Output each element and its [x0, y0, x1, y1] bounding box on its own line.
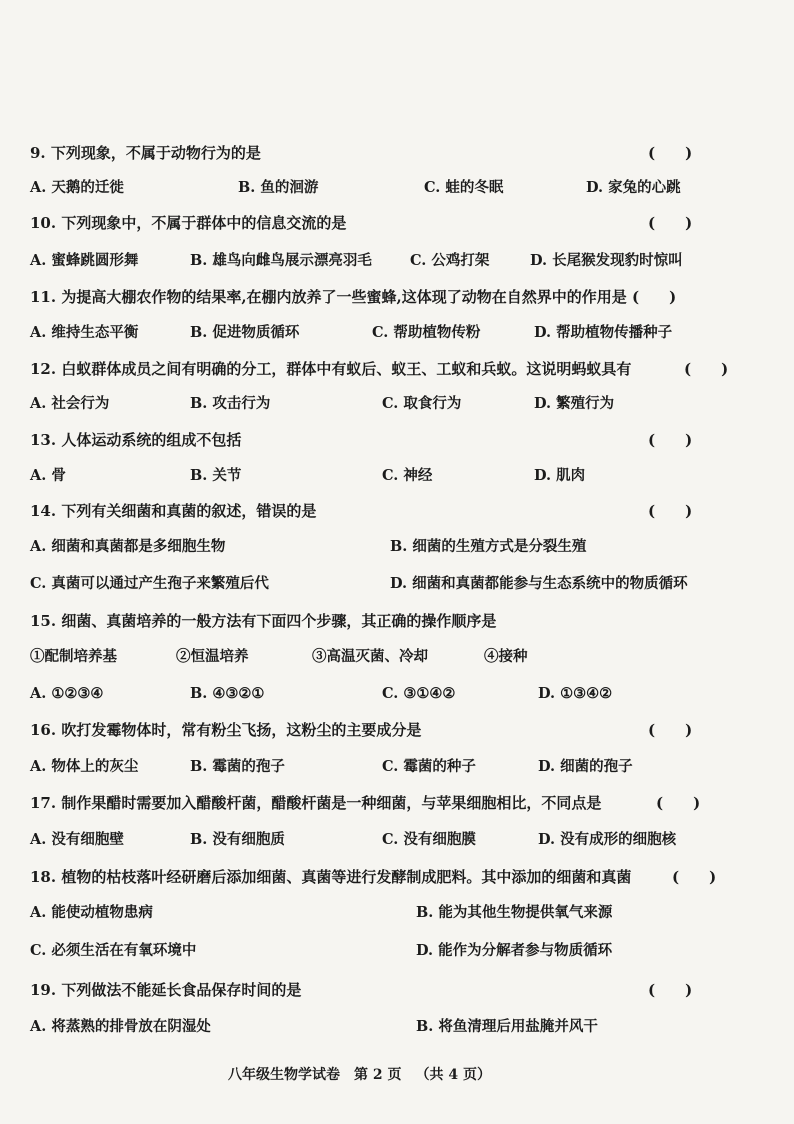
option-b: B. 霉菌的孢子 — [190, 758, 285, 775]
option-b: B. 能为其他生物提供氧气来源 — [416, 904, 613, 921]
answer-paren: ( ) — [684, 360, 729, 378]
question-stem: 14. 下列有关细菌和真菌的叙述，错误的是 — [30, 502, 317, 520]
option-d: D. 没有成形的细胞核 — [538, 831, 677, 848]
step-4: ④接种 — [484, 648, 528, 665]
option-c: C. 没有细胞膜 — [382, 831, 476, 848]
question-stem: 13. 人体运动系统的组成不包括 — [30, 431, 242, 449]
option-d: D. 繁殖行为 — [534, 395, 615, 412]
footer-label: 八年级生物学试卷 — [228, 1067, 340, 1083]
option-b: B. 雄鸟向雌鸟展示漂亮羽毛 — [190, 252, 372, 269]
option-a: A. 将蒸熟的排骨放在阴湿处 — [30, 1018, 211, 1035]
question-stem: 10. 下列现象中，不属于群体中的信息交流的是 — [30, 214, 347, 232]
question-stem: 11. 为提高大棚农作物的结果率,在棚内放养了一些蜜蜂,这体现了动物在自然界中的作用是 — [30, 288, 627, 306]
option-a: A. 没有细胞壁 — [30, 831, 124, 848]
footer-page: 第 2 页 — [354, 1067, 402, 1083]
answer-paren: ( ) — [632, 288, 677, 306]
option-c: C. 必须生活在有氧环境中 — [30, 942, 197, 959]
answer-paren: ( ) — [648, 144, 693, 162]
option-b: B. 没有细胞质 — [190, 831, 285, 848]
option-d: D. 细菌和真菌都能参与生态系统中的物质循环 — [390, 575, 688, 592]
answer-paren: ( ) — [656, 794, 701, 812]
option-c: C. 取食行为 — [382, 395, 462, 412]
step-3: ③高温灭菌、冷却 — [312, 648, 428, 665]
answer-paren: ( ) — [648, 502, 693, 520]
question-stem: 16. 吹打发霉物体时，常有粉尘飞扬，这粉尘的主要成分是 — [30, 721, 422, 739]
question-stem: 18. 植物的枯枝落叶经研磨后添加细菌、真菌等进行发酵制成肥料。其中添加的细菌和真菌 — [30, 868, 632, 886]
option-a: A. 能使动植物患病 — [30, 904, 153, 921]
option-b: B. 关节 — [190, 467, 242, 484]
question-stem: 19. 下列做法不能延长食品保存时间的是 — [30, 981, 302, 999]
option-a: A. 细菌和真菌都是多细胞生物 — [30, 538, 226, 555]
option-a: A. 天鹅的迁徙 — [30, 179, 124, 196]
option-c: C. 神经 — [382, 467, 433, 484]
option-c: C. 霉菌的种子 — [382, 758, 476, 775]
option-b: B. ④③②① — [190, 685, 265, 702]
option-c: C. 帮助植物传粉 — [372, 324, 481, 341]
option-b: B. 攻击行为 — [190, 395, 271, 412]
step-2: ②恒温培养 — [176, 648, 249, 665]
option-d: D. ①③④② — [538, 685, 613, 702]
question-stem: 17. 制作果醋时需要加入醋酸杆菌，醋酸杆菌是一种细菌，与苹果细胞相比，不同点是 — [30, 794, 602, 812]
option-b: B. 促进物质循环 — [190, 324, 300, 341]
answer-paren: ( ) — [648, 431, 693, 449]
option-d: D. 帮助植物传播种子 — [534, 324, 673, 341]
option-a: A. ①②③④ — [30, 685, 104, 702]
page-footer — [228, 1064, 505, 1084]
option-d: D. 能作为分解者参与物质循环 — [416, 942, 613, 959]
question-stem: 9. 下列现象，不属于动物行为的是 — [30, 144, 261, 162]
option-c: C. 公鸡打架 — [410, 252, 490, 269]
option-a: A. 骨 — [30, 467, 66, 484]
footer-total: （共 4 页） — [415, 1067, 491, 1083]
option-c: C. 真菌可以通过产生孢子来繁殖后代 — [30, 575, 269, 592]
option-b: B. 细菌的生殖方式是分裂生殖 — [390, 538, 587, 555]
option-b: B. 鱼的洄游 — [238, 179, 319, 196]
option-a: A. 蜜蜂跳圆形舞 — [30, 252, 139, 269]
step-1: ①配制培养基 — [30, 648, 117, 665]
option-a: A. 维持生态平衡 — [30, 324, 139, 341]
answer-paren: ( ) — [648, 214, 693, 232]
question-stem: 12. 白蚁群体成员之间有明确的分工，群体中有蚁后、蚁王、工蚁和兵蚁。这说明蚂蚁具有 — [30, 360, 632, 378]
option-d: D. 家兔的心跳 — [586, 179, 681, 196]
option-d: D. 细菌的孢子 — [538, 758, 633, 775]
answer-paren: ( ) — [672, 868, 717, 886]
option-a: A. 物体上的灰尘 — [30, 758, 139, 775]
option-c: C. 蛙的冬眠 — [424, 179, 504, 196]
option-d: D. 肌肉 — [534, 467, 586, 484]
option-c: C. ③①④② — [382, 685, 456, 702]
answer-paren: ( ) — [648, 981, 693, 999]
option-a: A. 社会行为 — [30, 395, 110, 412]
question-stem: 15. 细菌、真菌培养的一般方法有下面四个步骤，其正确的操作顺序是 — [30, 612, 497, 630]
answer-paren: ( ) — [648, 721, 693, 739]
option-b: B. 将鱼清理后用盐腌并风干 — [416, 1018, 598, 1035]
option-d: D. 长尾猴发现豹时惊叫 — [530, 252, 683, 269]
